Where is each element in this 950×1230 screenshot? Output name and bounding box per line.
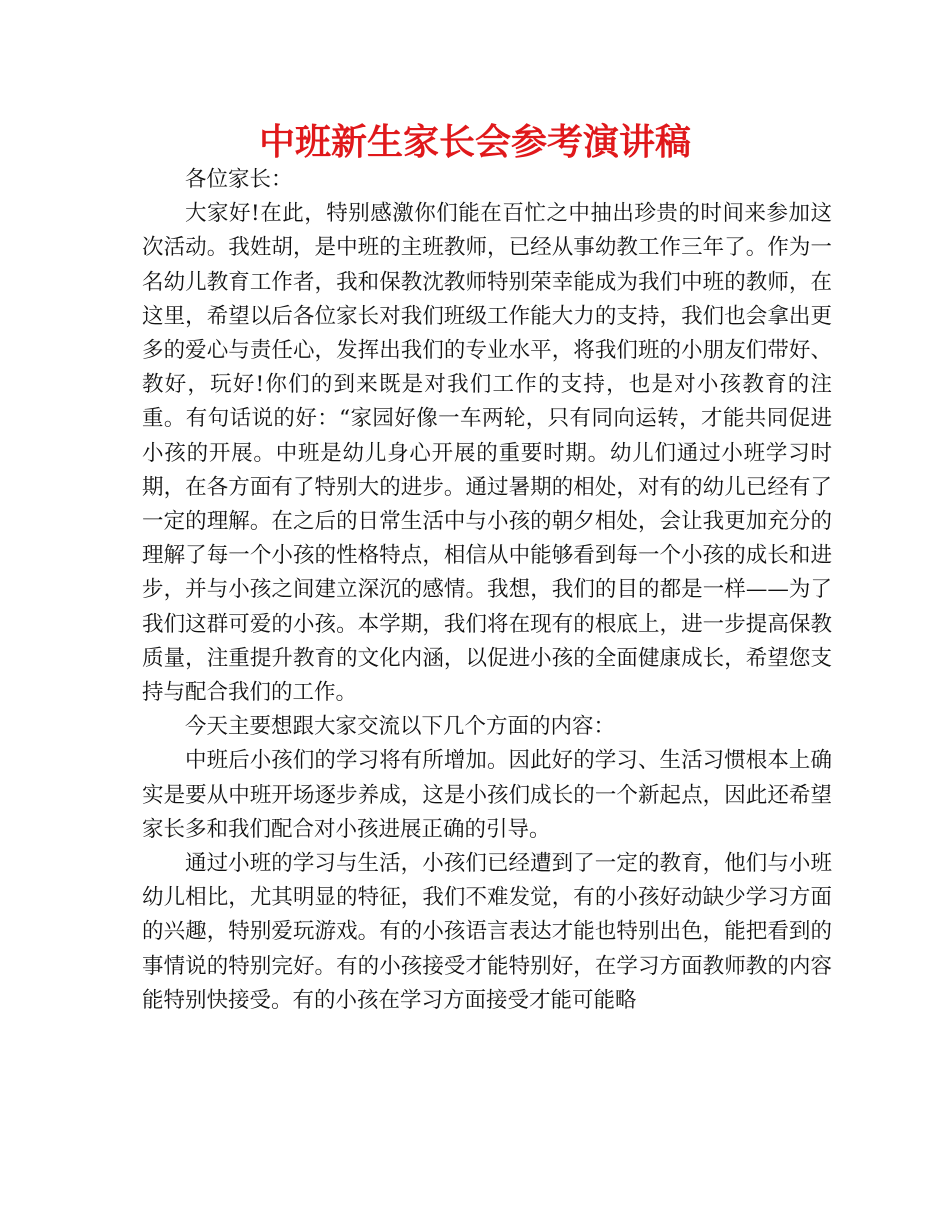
document-title: 中班新生家长会参考演讲稿 <box>258 122 691 163</box>
body-paragraph: 通过小班的学习与生活，小孩们已经遭到了一定的教育，他们与小班幼儿相比，尤其明显的特征，我们不难发觉，有的小孩好动缺少学习方面的兴趣，特别爱玩游戏。有的小孩语言表达才能也特别出色，能把看到的事情说的特别完好。有的小孩接受才能特别好，在学习方面教师教的内容能特别快接受。有的小孩在学习方面接受才能可能略 <box>142 851 832 1013</box>
body-paragraph: 大家好!在此，特别感激你们能在百忙之中抽出珍贵的时间来参加这次活动。我姓胡，是中班的主班教师，已经从事幼教工作三年了。作为一名幼儿教育工作者，我和保教沈教师特别荣幸能成为我们中班的教师，在这里，希望以后各位家长对我们班级工作能大力的支持，我们也会拿出更多的爱心与责任心，发挥出我们的专业水平，将我们班的小朋友们带好、教好，玩好!你们的到来既是对我们工作的支持，也是对小孩教育的注重。有句话说的好：“家园好像一车两轮，只有同向运转，才能共同促进小孩的开展。中班是幼儿身心开展的重要时期。幼儿们通过小班学习时期，在各方面有了特别大的进步。通过暑期的相处，对有的幼儿已经有了一定的理解。在之后的日常生活中与小孩的朝夕相处，会让我更加充分的理解了每一个小孩的性格特点，相信从中能够看到每一个小孩的成长和进步，并与小孩之间建立深沉的感情。我想，我们的目的都是一样——为了我们这群可爱的小孩。本学期，我们将在现有的根底上，进一步提高保教质量，注重提升教育的文化内涵，以促进小孩的全面健康成长，希望您支持与配合我们的工作。 <box>142 201 832 706</box>
body-paragraph: 今天主要想跟大家交流以下几个方面的内容： <box>185 714 616 740</box>
salutation-paragraph: 各位家长： <box>185 167 293 192</box>
document-body <box>142 163 832 1018</box>
body-paragraph: 中班后小孩们的学习将有所增加。因此好的学习、生活习惯根本上确实是要从中班开场逐步养成，这是小孩们成长的一个新起点，因此还希望家长多和我们配合对小孩进展正确的引导。 <box>142 748 832 842</box>
